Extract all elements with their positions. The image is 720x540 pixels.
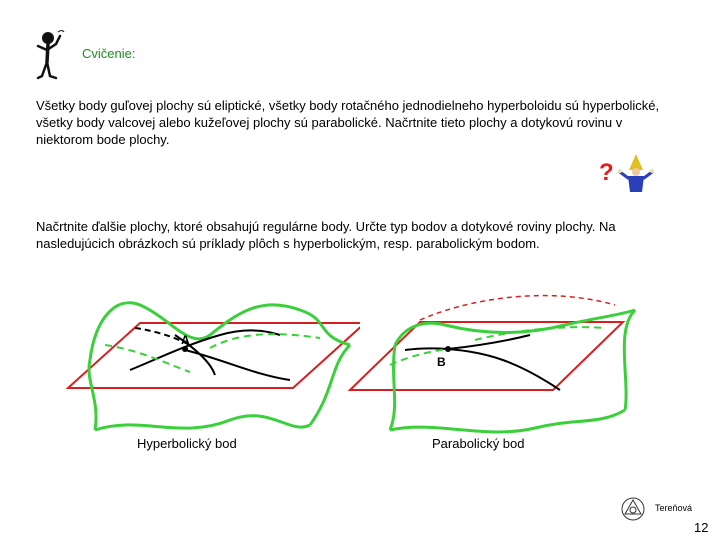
author-logo-icon xyxy=(620,496,646,522)
thinking-figure-icon xyxy=(30,28,70,84)
hyperbolic-point-figure xyxy=(60,290,360,440)
author-name: Tereňová xyxy=(655,503,693,513)
paragraph-intro: Všetky body guľovej plochy sú eliptické, všetky body rotačného jednodielneho hyperboloidu sú hyperbolické, všetky body valcovej alebo kužeľovej plochy sú parabolické. Načrtnite tieto plochy a dotykovú rovinu v niektorom bode plochy. xyxy=(36,98,660,147)
wizard-icon xyxy=(616,152,656,194)
caption-hyperbolic: Hyperbolický bod xyxy=(137,436,237,451)
parabolic-point-figure xyxy=(345,290,655,440)
question-mark: ? xyxy=(599,159,614,186)
caption-parabolic: Parabolický bod xyxy=(432,436,525,451)
paragraph-task: Načrtnite ďalšie plochy, ktoré obsahujú regulárne body. Určte typ bodov a dotykové roviny plochy. Na nasledujúcich obrázkoch sú príklady plôch s hyperbolickým, resp. parabolickým bodom. xyxy=(36,219,616,251)
exercise-heading: Cvičenie: xyxy=(82,46,136,61)
point-b-label: B xyxy=(437,355,446,369)
point-a-label: A xyxy=(181,333,190,347)
page-number: 12 xyxy=(694,520,709,535)
